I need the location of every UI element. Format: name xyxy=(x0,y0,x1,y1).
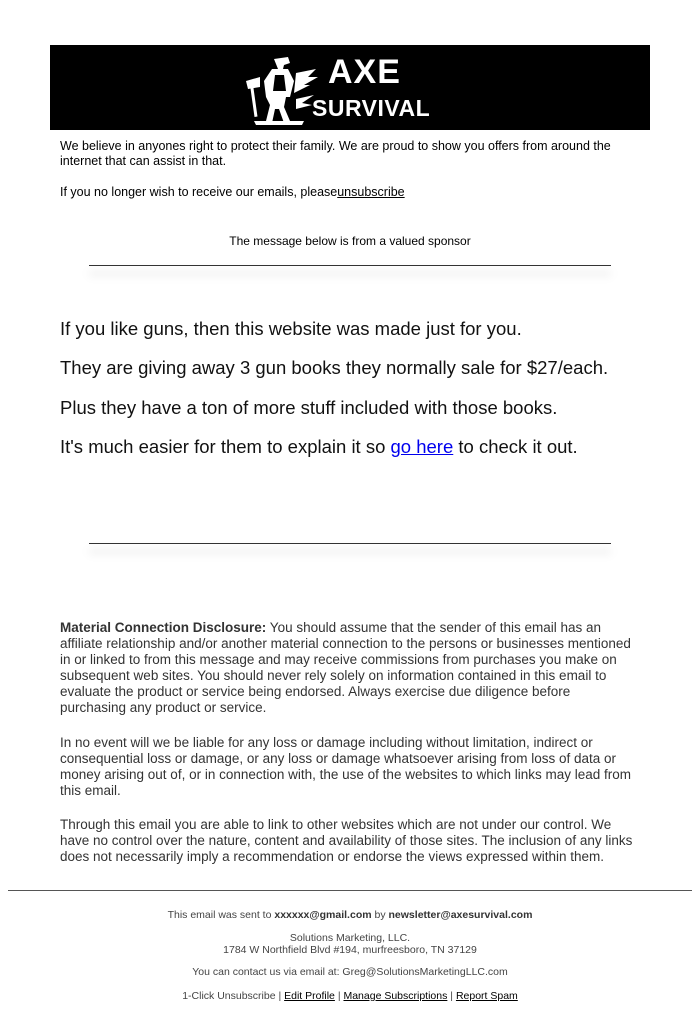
intro-text: We believe in anyones right to protect their family. We are proud to show you offers from around the internet that can assist in that. xyxy=(60,139,611,168)
logo-text-axe: AXE xyxy=(328,53,401,91)
header-banner xyxy=(50,45,650,130)
footer-company: Solutions Marketing, LLC. xyxy=(289,932,411,944)
unsubscribe-line xyxy=(60,185,405,200)
unsubscribe-link[interactable]: unsubscribe xyxy=(337,185,405,199)
promo-line-1: If you like guns, then this website was made just for you. xyxy=(60,318,522,339)
sponsor-note: The message below is from a valued sponsor xyxy=(229,234,471,248)
footer-sent-prefix: This email was sent to xyxy=(167,909,275,921)
footer-address: 1784 W Northfield Blvd #194, murfreesboro, TN 37129 xyxy=(223,944,477,956)
footer-sep: | xyxy=(447,990,456,1002)
report-spam-link[interactable]: Report Spam xyxy=(455,990,518,1002)
footer-by: by xyxy=(371,909,389,921)
unsubscribe-prefix: If you no longer wish to receive our emails, please xyxy=(60,185,338,199)
bottom-divider xyxy=(89,543,611,544)
survivalist-logo-icon xyxy=(244,51,320,127)
footer-divider xyxy=(8,890,692,891)
promo-line-4-suffix: to check it out. xyxy=(453,436,578,457)
top-divider xyxy=(89,265,611,266)
footer-sep: | xyxy=(275,990,285,1002)
logo-text-survival: SURVIVAL xyxy=(312,95,431,121)
go-here-link[interactable]: go here xyxy=(390,436,454,457)
disclosure-heading: Material Connection Disclosure: xyxy=(60,620,267,635)
manage-subscriptions-link[interactable]: Manage Subscriptions xyxy=(343,990,448,1002)
footer-recipient: xxxxxx@gmail.com xyxy=(274,909,372,921)
footer-sent-line xyxy=(0,909,700,922)
promo-line-3: Plus they have a ton of more stuff included with those books. xyxy=(60,397,558,418)
disclosure-paragraph-2: In no event will we be liable for any loss or damage including without limitation, indirect or consequential loss or damage, or any loss or damage whatsoever arising from loss of data or money arising out of, or in connection with, the use of the websites to which links may lead from this email. xyxy=(60,735,632,798)
disclosure-paragraph-3: Through this email you are able to link to other websites which are not under our control. We have no control over the nature, content and availability of those sites. The inclusion of any links does not necessarily imply a recommendation or endorse the views expressed within them. xyxy=(60,817,633,864)
footer-contact: You can contact us via email at: Greg@SolutionsMarketingLLC.com xyxy=(192,966,508,978)
disclosure-text-1: You should assume that the sender of this email has an affiliate relationship and/or another material connection to the persons or businesses mentioned in or linked to from this message and may receive commissions from purchases you make on subsequent web sites. You should never rely solely on information contained in this email to evaluate the product or service being endorsed. Always exercise due diligence before purchasing any product or service. xyxy=(60,620,631,715)
disclosure-paragraph-1 xyxy=(60,620,640,716)
promo-line-2: They are giving away 3 gun books they normally sale for $27/each. xyxy=(60,357,609,378)
promo-line-4-prefix: It's much easier for them to explain it so xyxy=(60,436,391,457)
footer-links xyxy=(0,990,700,1003)
promo-line-4 xyxy=(60,436,578,458)
one-click-unsubscribe[interactable]: 1-Click Unsubscribe xyxy=(182,990,276,1002)
footer-sep: | xyxy=(334,990,344,1002)
edit-profile-link[interactable]: Edit Profile xyxy=(284,990,335,1002)
footer-sender: newsletter@axesurvival.com xyxy=(388,909,533,921)
